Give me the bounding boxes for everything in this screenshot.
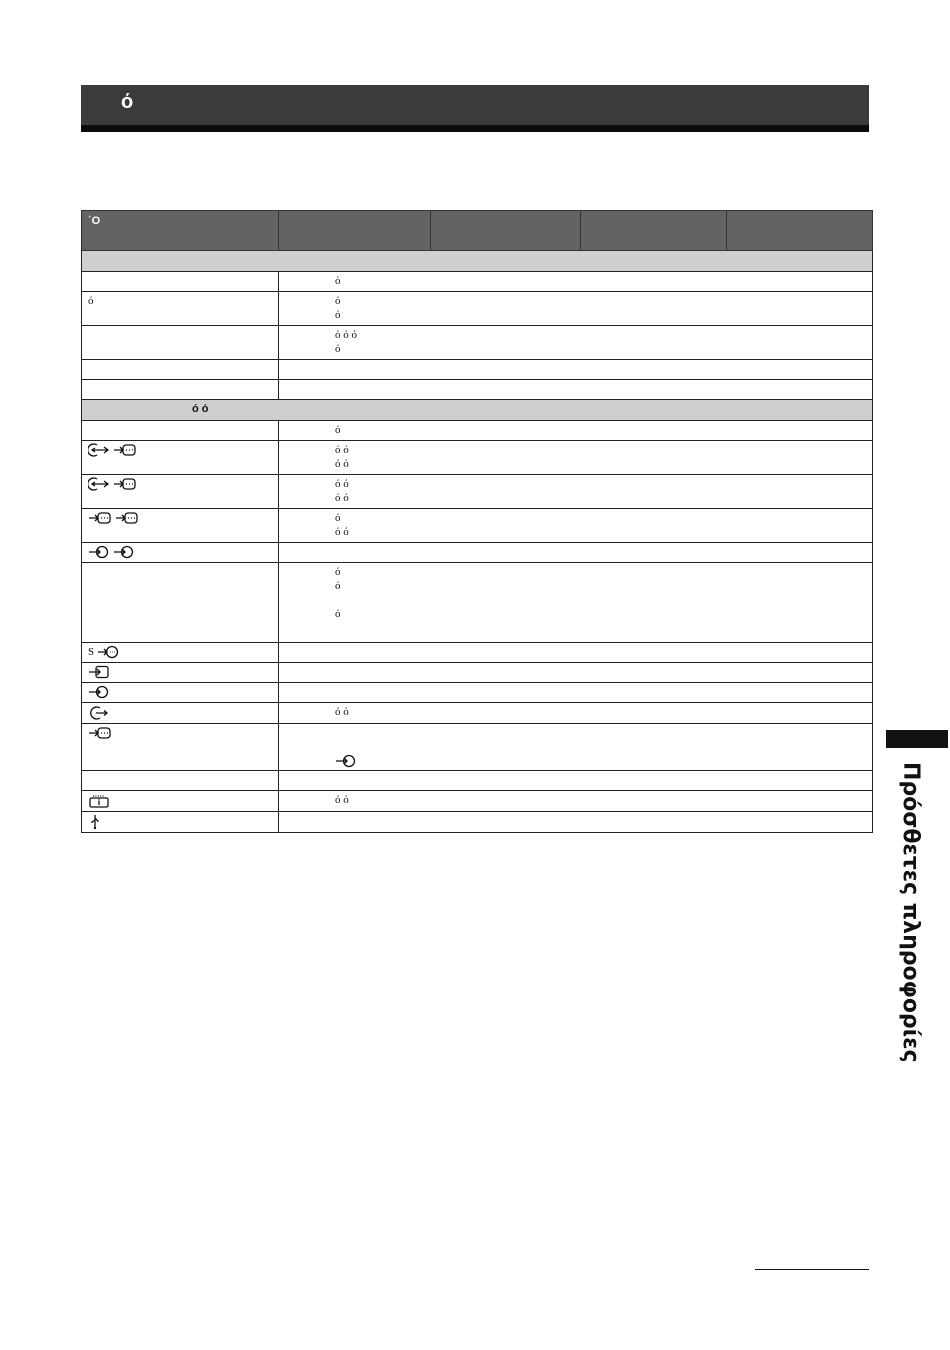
row-value <box>279 543 873 563</box>
header-cell <box>431 211 581 251</box>
row-label <box>82 360 279 380</box>
row-value <box>279 703 873 724</box>
usb-icon <box>88 814 102 830</box>
row-label <box>82 663 279 683</box>
row-label <box>82 475 279 509</box>
side-tab-label: Πρόσθετες πληροφορίες <box>898 762 923 1063</box>
title-bar <box>81 85 869 125</box>
scart-in-icon <box>115 511 139 525</box>
table-header <box>82 211 873 251</box>
header-cell <box>581 211 727 251</box>
row-value <box>279 421 873 441</box>
page-title: ό <box>121 91 134 113</box>
row-label <box>82 791 279 812</box>
row-value <box>279 272 873 292</box>
video-input-icon <box>88 665 110 679</box>
row-value-text: ό ό ό ό <box>335 444 349 470</box>
section-row <box>82 400 873 421</box>
s-video-input-icon <box>97 645 119 659</box>
row-value <box>279 643 873 663</box>
row-value <box>279 475 873 509</box>
av-input-icon <box>335 754 357 768</box>
table-row <box>82 812 873 833</box>
table-row <box>82 509 873 543</box>
pc-card-slot-icon <box>88 793 110 809</box>
row-label <box>82 683 279 703</box>
table-row <box>82 292 873 326</box>
row-value <box>279 771 873 791</box>
table-row <box>82 663 873 683</box>
row-value <box>279 683 873 703</box>
title-rule <box>81 125 869 132</box>
av-input-icon <box>88 685 110 699</box>
header-cell: ΄Ο <box>82 211 279 251</box>
side-tab-marker <box>886 730 948 748</box>
row-value-text: ό ό ό ό <box>335 329 357 355</box>
table-row <box>82 475 873 509</box>
row-value <box>279 724 873 771</box>
row-label <box>82 421 279 441</box>
table-row <box>82 563 873 643</box>
side-tab <box>886 762 948 1062</box>
row-value <box>279 663 873 683</box>
scart-in-icon <box>88 726 112 740</box>
row-value-text: ό ό ό <box>335 566 341 620</box>
table-row <box>82 380 873 400</box>
av-input-icon <box>113 545 135 559</box>
row-label <box>82 563 279 643</box>
row-label-text: S <box>88 646 95 658</box>
table-row <box>82 703 873 724</box>
headphone-output-icon <box>88 705 110 721</box>
header-cell <box>279 211 431 251</box>
spec-table <box>81 210 873 833</box>
table-row <box>82 326 873 360</box>
table-row <box>82 441 873 475</box>
scart-in-icon <box>113 477 137 491</box>
row-value-text: ό ό <box>335 706 349 718</box>
row-value <box>279 292 873 326</box>
row-value-text: ό <box>335 424 341 436</box>
row-label <box>82 771 279 791</box>
row-label <box>82 812 279 833</box>
footer-rule <box>755 1269 869 1270</box>
row-value <box>279 509 873 543</box>
table-row <box>82 771 873 791</box>
row-value <box>279 360 873 380</box>
scart-io-icon <box>88 477 110 491</box>
table-row <box>82 543 873 563</box>
row-label <box>82 292 279 326</box>
row-value-text: ό ό <box>335 295 341 321</box>
scart-in-icon <box>113 443 137 457</box>
table-row <box>82 272 873 292</box>
row-label <box>82 380 279 400</box>
row-label <box>82 272 279 292</box>
row-label <box>82 441 279 475</box>
table-row <box>82 791 873 812</box>
row-label <box>82 724 279 771</box>
row-label <box>82 326 279 360</box>
row-value-text: ό ό <box>335 794 349 807</box>
table-row <box>82 724 873 771</box>
row-value <box>279 812 873 833</box>
row-value <box>279 380 873 400</box>
row-label <box>82 643 279 663</box>
row-label-text: ό <box>88 295 94 307</box>
row-value <box>279 326 873 360</box>
row-value-text: ό ό ό ό <box>335 478 349 504</box>
table-row <box>82 683 873 703</box>
row-value-text: ό <box>335 275 341 287</box>
section-row <box>82 251 873 272</box>
row-label <box>82 509 279 543</box>
row-value <box>279 791 873 812</box>
row-label <box>82 703 279 724</box>
table-row <box>82 360 873 380</box>
header-cell <box>727 211 873 251</box>
row-value <box>279 563 873 643</box>
row-value <box>279 441 873 475</box>
scart-io-icon <box>88 443 110 457</box>
section-label <box>82 251 873 272</box>
row-value-text: ό ό ό <box>335 512 349 538</box>
section-label: ό ό <box>82 400 873 421</box>
row-label <box>82 543 279 563</box>
av-input-icon <box>88 545 110 559</box>
table-row <box>82 421 873 441</box>
scart-in-icon <box>88 511 112 525</box>
table-row <box>82 643 873 663</box>
